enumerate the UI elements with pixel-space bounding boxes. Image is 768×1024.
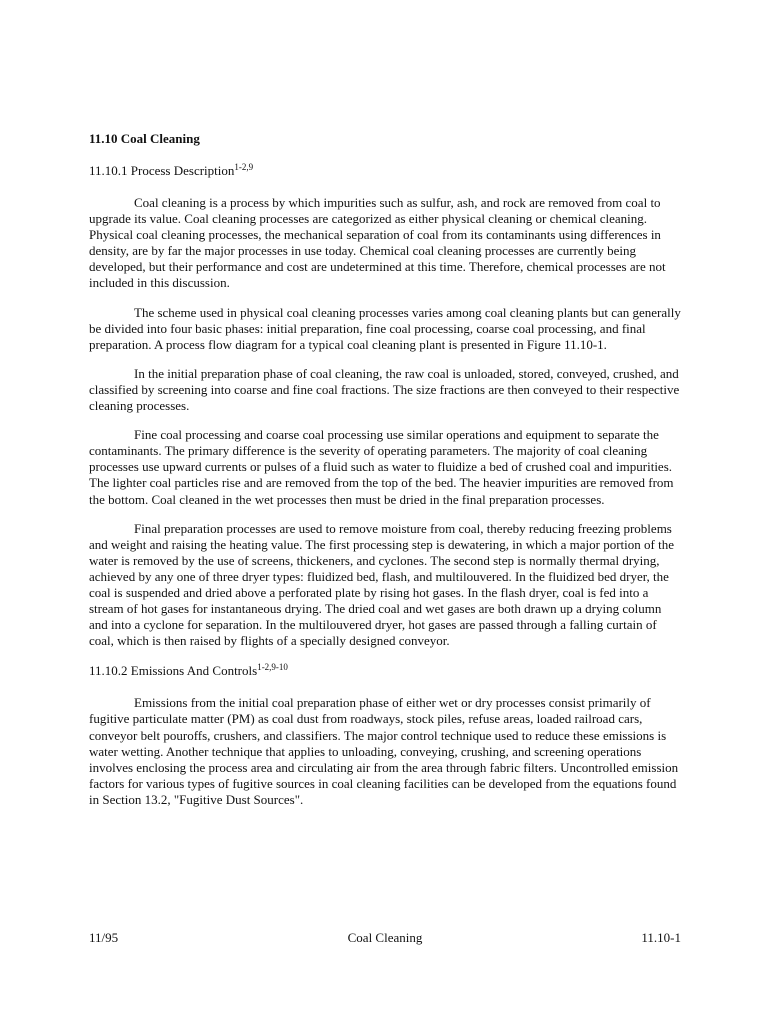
document-body: [89, 131, 681, 808]
process-description-heading-text: 11.10.1 Process Description: [89, 163, 235, 178]
page-footer: [89, 930, 681, 948]
emissions-paragraph-1: Emissions from the initial coal preparation phase of either wet or dry processes consist primarily of fugitive particulate matter (PM) as coal dust from roadways, stock piles, refuse areas, loaded railroad cars, conveyor belt pouroffs, crushers, and classifiers. The major control technique used to reduce these emissions is water wetting. Another technique that applies to unloading, conveying, crushing, and screening operations involves enclosing the process area and circulating air from the area through fabric filters. Uncontrolled emission factors for various types of fugitive sources in coal cleaning facilities can be developed from the equations found in Section 13.2, "Fugitive Dust Sources".: [89, 695, 679, 807]
footer-chapter-title: Coal Cleaning: [347, 930, 423, 945]
section-title: 11.10 Coal Cleaning: [89, 131, 200, 146]
emissions-controls-heading: [89, 663, 681, 681]
process-description-references: 1-2,9: [234, 162, 254, 172]
emissions-controls-references: 1-2,9-10: [257, 662, 288, 673]
process-paragraph-4: Fine coal processing and coarse coal processing use similar operations and equipment to separate the contaminants. The primary difference is the severity of operating parameters. The majority of coal cleaning processes use upward currents or pulses of a fluid such as water to fluidize a bed of crushed coal and impurities. The lighter coal particles rise and are removed from the top of the bed. The heavier impurities are removed from the bottom. Coal cleaned in the wet processes then must be dried in the final preparation processes.: [89, 427, 674, 507]
process-paragraph-1: Coal cleaning is a process by which impurities such as sulfur, ash, and rock are removed from coal to upgrade its value. Coal cleaning processes are categorized as either physical cleaning or chemical cleaning. Physical coal cleaning processes, the mechanical separation of coal from its contaminants using differences in density, are by far the major processes in use today. Chemical coal cleaning processes are currently being developed, but their performance and cost are undetermined at this time. Therefore, chemical processes are not included in this discussion.: [89, 195, 666, 291]
footer-date: 11/95: [89, 930, 119, 945]
process-paragraph-3: In the initial preparation phase of coal cleaning, the raw coal is unloaded, stored, conveyed, crushed, and classified by screening into coarse and fine coal fractions. The size fractions are then conveyed to their respective cleaning processes.: [89, 365, 680, 414]
process-paragraph-5: Final preparation processes are used to remove moisture from coal, thereby reducing freezing problems and weight and raising the heating value. The first processing step is dewatering, in which a major portion of the water is removed by the use of screens, thickeners, and cyclones. The second step is normally thermal drying, achieved by any one of three dryer types: fluidized bed, flash, and multilouvered. In the fluidized bed dryer, the coal is suspended and dried above a perforated plate by rising hot gases. In the flash dryer, coal is fed into a stream of hot gases for instantaneous drying. The dried coal and wet gases are both drawn up a drying column and into a cyclone for separation. In the multilouvered dryer, hot gases are passed through a falling curtain of coal, which is then raised by flights of a specially designed conveyor.: [89, 520, 674, 649]
footer-page-number: 11.10-1: [641, 930, 681, 945]
process-paragraph-2: The scheme used in physical coal cleaning processes varies among coal cleaning plants but can generally be divided into four basic phases: initial preparation, fine coal processing, coarse coal processing, and final preparation. A process flow diagram for a typical coal cleaning plant is presented in Figure 11.10-1.: [89, 304, 681, 352]
process-description-heading: [89, 163, 681, 181]
emissions-controls-heading-text: 11.10.2 Emissions And Controls: [89, 663, 258, 679]
